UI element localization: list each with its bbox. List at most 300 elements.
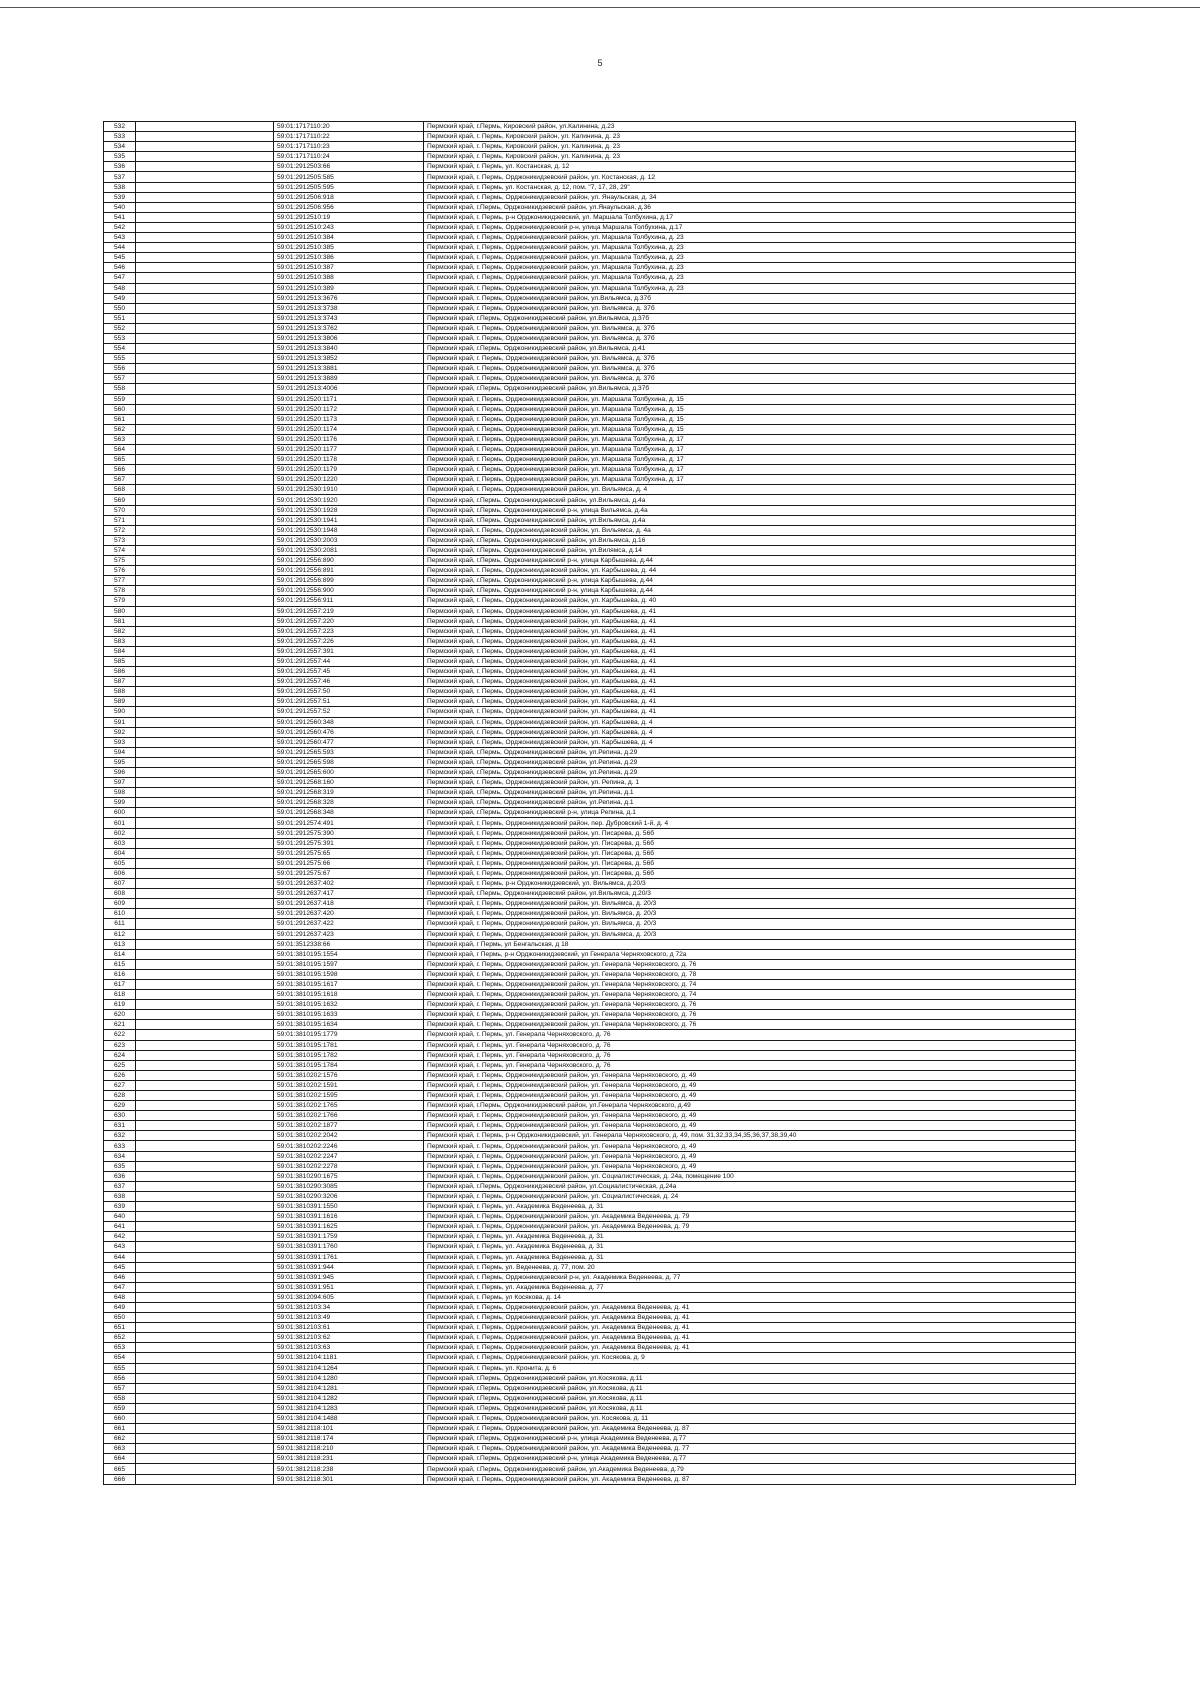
address-cell: Пермский край, г.Пермь, Орджоникидзевский район, ул.Косякова, д.11 <box>424 1383 1076 1393</box>
row-number-cell: 536 <box>104 162 136 172</box>
address-cell: Пермский край, г. Пермь, ул. Кронита, д. 6 <box>424 1363 1076 1373</box>
empty-cell <box>136 929 274 939</box>
address-cell: Пермский край, г. Пермь, Орджоникидзевский район, ул. Генерала Черняховского, д. 49 <box>424 1091 1076 1101</box>
address-cell: Пермский край, г. Пермь, Орджоникидзевский район, ул. Маршала Толбухина, д. 17 <box>424 475 1076 485</box>
empty-cell <box>136 465 274 475</box>
table-row <box>104 1101 1076 1111</box>
row-number-cell: 592 <box>104 727 136 737</box>
table-row <box>104 687 1076 697</box>
empty-cell <box>136 566 274 576</box>
row-number-cell: 588 <box>104 687 136 697</box>
address-cell: Пермский край, г. Пермь, Орджоникидзевский район, ул. Вильямса, д. 20/3 <box>424 909 1076 919</box>
row-number-cell: 650 <box>104 1313 136 1323</box>
cadastral-number-cell: 59:01:3810202:1595 <box>274 1091 424 1101</box>
table-row <box>104 404 1076 414</box>
address-cell: Пермский край, г. Пермь, ул. Академика Веденеева, д. 31 <box>424 1202 1076 1212</box>
empty-cell <box>136 1191 274 1201</box>
empty-cell <box>136 879 274 889</box>
row-number-cell: 593 <box>104 737 136 747</box>
table-row <box>104 1131 1076 1141</box>
cadastral-number-cell: 59:01:2912510:19 <box>274 212 424 222</box>
row-number-cell: 585 <box>104 656 136 666</box>
row-number-cell: 602 <box>104 828 136 838</box>
table-row <box>104 222 1076 232</box>
empty-cell <box>136 374 274 384</box>
table-row <box>104 354 1076 364</box>
table-row <box>104 1252 1076 1262</box>
empty-cell <box>136 1040 274 1050</box>
table-row <box>104 778 1076 788</box>
address-cell: Пермский край, г. Пермь, Орджоникидзевский район, ул. Репина, д. 1 <box>424 778 1076 788</box>
scan-top-border-line <box>0 7 1200 8</box>
row-number-cell: 600 <box>104 808 136 818</box>
empty-cell <box>136 656 274 666</box>
table-row <box>104 868 1076 878</box>
cadastral-number-cell: 59:01:2912510:386 <box>274 253 424 263</box>
table-row <box>104 1464 1076 1474</box>
address-cell: Пермский край, г. Пермь, Орджоникидзевский район, ул. Академика Веденеева, д. 87 <box>424 1424 1076 1434</box>
table-row <box>104 667 1076 677</box>
cadastral-number-cell: 59:01:2912560:476 <box>274 727 424 737</box>
empty-cell <box>136 919 274 929</box>
row-number-cell: 615 <box>104 959 136 969</box>
cadastral-number-cell: 59:01:3810202:1576 <box>274 1070 424 1080</box>
address-cell: Пермский край, г. Пермь, Орджоникидзевский район, ул. Генерала Черняховского, д. 49 <box>424 1141 1076 1151</box>
row-number-cell: 565 <box>104 455 136 465</box>
address-cell: Пермский край, г. Пермь, ул. Генерала Черняховского, д. 76 <box>424 1060 1076 1070</box>
address-cell: Пермский край, г. Пермь, Орджоникидзевский район, ул. Карбышева, д. 41 <box>424 646 1076 656</box>
row-number-cell: 549 <box>104 293 136 303</box>
empty-cell <box>136 1474 274 1484</box>
cadastral-number-cell: 59:01:2912556:891 <box>274 566 424 576</box>
table-row <box>104 1121 1076 1131</box>
address-cell: Пермский край, г. Пермь, Орджоникидзевский район, ул. Генерала Черняховского, д. 49 <box>424 1121 1076 1131</box>
cadastral-number-cell: 59:01:2912557:50 <box>274 687 424 697</box>
address-cell: Пермский край, г.Пермь, Орджоникидзевский р-н, улица Карбышева, д.44 <box>424 556 1076 566</box>
row-number-cell: 563 <box>104 434 136 444</box>
address-cell: Пермский край, г.Пермь, Орджоникидзевский район, ул.Янаульская, д.36 <box>424 202 1076 212</box>
empty-cell <box>136 1080 274 1090</box>
row-number-cell: 551 <box>104 313 136 323</box>
empty-cell <box>136 717 274 727</box>
table-row <box>104 626 1076 636</box>
cadastral-number-cell: 59:01:2912530:1928 <box>274 505 424 515</box>
empty-cell <box>136 1302 274 1312</box>
address-cell: Пермский край, г. Пермь, Орджоникидзевский район, ул. Писарева, д. 56б <box>424 848 1076 858</box>
cadastral-number-cell: 59:01:3812118:101 <box>274 1424 424 1434</box>
empty-cell <box>136 515 274 525</box>
address-cell: Пермский край, г.Пермь, Орджоникидзевский район, ул.Репина, д.1 <box>424 788 1076 798</box>
empty-cell <box>136 1292 274 1302</box>
empty-cell <box>136 182 274 192</box>
cadastral-number-cell: 59:01:2912513:3743 <box>274 313 424 323</box>
table-row <box>104 879 1076 889</box>
address-cell: Пермский край, г. Пермь, Орджоникидзевский район, ул. Генерала Черняховского, д. 78 <box>424 969 1076 979</box>
cadastral-number-cell: 59:01:3810195:1554 <box>274 949 424 959</box>
empty-cell <box>136 1454 274 1464</box>
row-number-cell: 589 <box>104 697 136 707</box>
row-number-cell: 544 <box>104 243 136 253</box>
address-cell: Пермский край, г. Пермь, Орджоникидзевский район, ул. Вильямса, д. 37б <box>424 303 1076 313</box>
address-cell: Пермский край, г. Пермь, Орджоникидзевский район, ул. Академика Веденеева, д. 41 <box>424 1343 1076 1353</box>
address-cell: Пермский край, г. Пермь, Орджоникидзевский район, ул. Генерала Черняховского, д. 76 <box>424 959 1076 969</box>
address-cell: Пермский край, г. Пермь, Орджоникидзевский район, ул. Академика Веденеева, д. 77 <box>424 1444 1076 1454</box>
row-number-cell: 621 <box>104 1020 136 1030</box>
row-number-cell: 636 <box>104 1171 136 1181</box>
cadastral-number-cell: 59:01:3812104:1181 <box>274 1353 424 1363</box>
empty-cell <box>136 122 274 132</box>
cadastral-number-cell: 59:01:2912530:2081 <box>274 545 424 555</box>
cadastral-number-cell: 59:01:2912513:3840 <box>274 344 424 354</box>
row-number-cell: 595 <box>104 757 136 767</box>
table-row <box>104 717 1076 727</box>
cadastral-number-cell: 59:01:1717110:24 <box>274 152 424 162</box>
empty-cell <box>136 152 274 162</box>
empty-cell <box>136 1030 274 1040</box>
table-row <box>104 828 1076 838</box>
address-cell: Пермский край, г. Пермь, Орджоникидзевский район, ул. Маршала Толбухина, д. 15 <box>424 394 1076 404</box>
address-cell: Пермский край, г. Пермь, Орджоникидзевский район, пер. Дубровский 1-й, д. 4 <box>424 818 1076 828</box>
address-cell: Пермский край, г. Пермь, ул. Генерала Черняховского, д. 76 <box>424 1040 1076 1050</box>
table-row <box>104 1141 1076 1151</box>
address-cell: Пермский край, г. Пермь, ул. Костанская, д. 12, пом. "7, 17, 28, 29" <box>424 182 1076 192</box>
address-cell: Пермский край, г.Пермь, Орджоникидзевский район, ул.Вильямса, д.37б <box>424 384 1076 394</box>
row-number-cell: 566 <box>104 465 136 475</box>
cadastral-number-cell: 59:01:3812104:1280 <box>274 1373 424 1383</box>
empty-cell <box>136 495 274 505</box>
row-number-cell: 596 <box>104 768 136 778</box>
row-number-cell: 652 <box>104 1333 136 1343</box>
cadastral-number-cell: 59:01:3810391:1760 <box>274 1242 424 1252</box>
empty-cell <box>136 313 274 323</box>
row-number-cell: 543 <box>104 233 136 243</box>
table-row <box>104 233 1076 243</box>
row-number-cell: 608 <box>104 889 136 899</box>
address-cell: Пермский край, г. Пермь, Орджоникидзевский район, ул. Маршала Толбухина, д. 15 <box>424 424 1076 434</box>
cadastral-number-cell: 59:01:2912520:1174 <box>274 424 424 434</box>
address-cell: Пермский край, г.Пермь, Орджоникидзевский район, ул.Репина, д.29 <box>424 747 1076 757</box>
cadastral-number-cell: 59:01:2912560:477 <box>274 737 424 747</box>
empty-cell <box>136 1212 274 1222</box>
cadastral-number-cell: 59:01:3810195:1782 <box>274 1050 424 1060</box>
address-cell: Пермский край, г. Пермь, Орджоникидзевский район, ул. Генерала Черняховского, д. 76 <box>424 1000 1076 1010</box>
address-cell: Пермский край, г.Пермь, Орджоникидзевский район, ул.Вилямса, д.14 <box>424 545 1076 555</box>
address-cell: Пермский край, г. Пермь, Орджоникидзевский район, ул. Маршала Толбухина, д. 17 <box>424 465 1076 475</box>
table-row <box>104 313 1076 323</box>
empty-cell <box>136 556 274 566</box>
empty-cell <box>136 1000 274 1010</box>
empty-cell <box>136 424 274 434</box>
empty-cell <box>136 1464 274 1474</box>
table-row <box>104 1242 1076 1252</box>
address-cell: Пермский край, г. Пермь, Орджоникидзевский район, ул. Академика Веденеева, д. 41 <box>424 1302 1076 1312</box>
address-cell: Пермский край, г. Пермь, Орджоникидзевский район, ул. Вильямса, д. 20/3 <box>424 919 1076 929</box>
row-number-cell: 561 <box>104 414 136 424</box>
empty-cell <box>136 596 274 606</box>
empty-cell <box>136 394 274 404</box>
empty-cell <box>136 192 274 202</box>
table-row <box>104 182 1076 192</box>
table-row <box>104 394 1076 404</box>
row-number-cell: 552 <box>104 323 136 333</box>
row-number-cell: 603 <box>104 838 136 848</box>
cadastral-number-cell: 59:01:2912513:3676 <box>274 293 424 303</box>
cadastral-number-cell: 59:01:2912510:385 <box>274 243 424 253</box>
row-number-cell: 649 <box>104 1302 136 1312</box>
table-row <box>104 1383 1076 1393</box>
table-row <box>104 697 1076 707</box>
cadastral-number-cell: 59:01:2912565:598 <box>274 757 424 767</box>
address-cell: Пермский край, г. Пермь, ул. Веденеева, д. 77, пом. 20 <box>424 1262 1076 1272</box>
cadastral-number-cell: 59:01:2912556:911 <box>274 596 424 606</box>
address-cell: Пермский край, г. Пермь, Орджоникидзевский район, ул. Маршала Толбухина, д. 23 <box>424 263 1076 273</box>
cadastral-number-cell: 59:01:2912513:3889 <box>274 374 424 384</box>
cadastral-number-cell: 59:01:2912557:219 <box>274 606 424 616</box>
cadastral-number-cell: 59:01:3810195:1634 <box>274 1020 424 1030</box>
address-cell: Пермский край, г. Пермь, Орджоникидзевский район, ул. Маршала Толбухина, д. 23 <box>424 273 1076 283</box>
empty-cell <box>136 132 274 142</box>
row-number-cell: 580 <box>104 606 136 616</box>
cadastral-number-cell: 59:01:2912637:417 <box>274 889 424 899</box>
empty-cell <box>136 1252 274 1262</box>
row-number-cell: 629 <box>104 1101 136 1111</box>
address-cell: Пермский край, г. Пермь, Орджоникидзевский район, ул. Янаульская, д. 34 <box>424 192 1076 202</box>
table-row <box>104 545 1076 555</box>
table-row <box>104 485 1076 495</box>
address-cell: Пермский край, г. Пермь, Орджоникидзевский район, ул. Карбышева, д. 41 <box>424 687 1076 697</box>
row-number-cell: 661 <box>104 1424 136 1434</box>
table-row <box>104 1222 1076 1232</box>
row-number-cell: 550 <box>104 303 136 313</box>
empty-cell <box>136 788 274 798</box>
row-number-cell: 637 <box>104 1181 136 1191</box>
table-row <box>104 1091 1076 1101</box>
table-row <box>104 1080 1076 1090</box>
empty-cell <box>136 798 274 808</box>
empty-cell <box>136 404 274 414</box>
cadastral-number-cell: 59:01:1717110:20 <box>274 122 424 132</box>
row-number-cell: 545 <box>104 253 136 263</box>
address-cell: Пермский край, г. Пермь, ул. Академика Веденеева, д. 31 <box>424 1242 1076 1252</box>
row-number-cell: 542 <box>104 222 136 232</box>
table-row <box>104 1313 1076 1323</box>
row-number-cell: 635 <box>104 1161 136 1171</box>
table-row <box>104 576 1076 586</box>
address-cell: Пермский край, г. Пермь, Орджоникидзевский район, ул. Генерала Черняховского, д. 76 <box>424 1020 1076 1030</box>
empty-cell <box>136 1060 274 1070</box>
address-cell: Пермский край, г. Пермь, Орджоникидзевский район, ул. Генерала Черняховского, д. 74 <box>424 990 1076 1000</box>
row-number-cell: 619 <box>104 1000 136 1010</box>
address-cell: Пермский край, г.Пермь, Орджоникидзевский район, ул.Вильямса, д.4а <box>424 495 1076 505</box>
row-number-cell: 578 <box>104 586 136 596</box>
address-cell: Пермский край, г. Пермь, Орджоникидзевский район, ул. Карбышева, д. 44 <box>424 566 1076 576</box>
cadastral-number-cell: 59:01:3810195:1598 <box>274 969 424 979</box>
row-number-cell: 640 <box>104 1212 136 1222</box>
table-row <box>104 788 1076 798</box>
cadastral-number-cell: 59:01:2912520:1171 <box>274 394 424 404</box>
empty-cell <box>136 1141 274 1151</box>
cadastral-number-cell: 59:01:3812104:1282 <box>274 1393 424 1403</box>
empty-cell <box>136 778 274 788</box>
address-cell: Пермский край, г. Пермь, Орджоникидзевский район, ул. Генерала Черняховского, д. 49 <box>424 1151 1076 1161</box>
row-number-cell: 626 <box>104 1070 136 1080</box>
row-number-cell: 577 <box>104 576 136 586</box>
row-number-cell: 548 <box>104 283 136 293</box>
cadastral-number-cell: 59:01:2912637:420 <box>274 909 424 919</box>
cadastral-number-cell: 59:01:3812103:63 <box>274 1343 424 1353</box>
row-number-cell: 568 <box>104 485 136 495</box>
table-row <box>104 1171 1076 1181</box>
address-cell: Пермский край, г. Пермь, Орджоникидзевский район, ул. Вильямса, д. 37б <box>424 374 1076 384</box>
table-row <box>104 636 1076 646</box>
table-row <box>104 1474 1076 1484</box>
row-number-cell: 662 <box>104 1434 136 1444</box>
row-number-cell: 624 <box>104 1050 136 1060</box>
table-row <box>104 172 1076 182</box>
row-number-cell: 591 <box>104 717 136 727</box>
empty-cell <box>136 838 274 848</box>
row-number-cell: 665 <box>104 1464 136 1474</box>
table-row <box>104 1302 1076 1312</box>
address-cell: Пермский край, г. Пермь, Орджоникидзевский район, ул. Маршала Толбухина, д. 23 <box>424 253 1076 263</box>
table-row <box>104 586 1076 596</box>
table-row <box>104 283 1076 293</box>
cadastral-number-cell: 59:01:3812118:231 <box>274 1454 424 1464</box>
cadastral-number-cell: 59:01:3812103:34 <box>274 1302 424 1312</box>
row-number-cell: 664 <box>104 1454 136 1464</box>
empty-cell <box>136 1333 274 1343</box>
address-cell: Пермский край, г. Пермь, Орджоникидзевский район, ул. Карбышева, д. 41 <box>424 656 1076 666</box>
address-cell: Пермский край, г. Пермь, Орджоникидзевский район, ул. Маршала Толбухина, д. 15 <box>424 414 1076 424</box>
empty-cell <box>136 1242 274 1252</box>
cadastral-number-cell: 59:01:2912637:423 <box>274 929 424 939</box>
table-row <box>104 596 1076 606</box>
row-number-cell: 631 <box>104 1121 136 1131</box>
row-number-cell: 533 <box>104 132 136 142</box>
empty-cell <box>136 667 274 677</box>
table-row <box>104 1454 1076 1464</box>
table-row <box>104 1414 1076 1424</box>
table-row <box>104 1030 1076 1040</box>
empty-cell <box>136 808 274 818</box>
table-row <box>104 677 1076 687</box>
table-row <box>104 525 1076 535</box>
table-row <box>104 212 1076 222</box>
empty-cell <box>136 768 274 778</box>
table-row <box>104 455 1076 465</box>
row-number-cell: 666 <box>104 1474 136 1484</box>
empty-cell <box>136 949 274 959</box>
empty-cell <box>136 455 274 465</box>
address-cell: Пермский край, г. Пермь, Орджоникидзевский район, ул. Академика Веденеева, д. 41 <box>424 1333 1076 1343</box>
table-row <box>104 1010 1076 1020</box>
table-row <box>104 747 1076 757</box>
address-cell: Пермский край, г. Пермь, Орджоникидзевский район, ул. Маршала Толбухина, д. 17 <box>424 434 1076 444</box>
empty-cell <box>136 576 274 586</box>
cadastral-number-cell: 59:01:3812103:49 <box>274 1313 424 1323</box>
empty-cell <box>136 1101 274 1111</box>
empty-cell <box>136 525 274 535</box>
empty-cell <box>136 505 274 515</box>
empty-cell <box>136 1111 274 1121</box>
cadastral-number-cell: 59:01:2912530:1910 <box>274 485 424 495</box>
cadastral-number-cell: 59:01:2912520:1176 <box>274 434 424 444</box>
empty-cell <box>136 233 274 243</box>
table-row <box>104 727 1076 737</box>
cadastral-register-table <box>103 121 1076 1485</box>
cadastral-number-cell: 59:01:2912513:3762 <box>274 323 424 333</box>
cadastral-number-cell: 59:01:2912505:585 <box>274 172 424 182</box>
address-cell: Пермский край, г. Пермь, Орджоникидзевский район, ул. Вильямса, д. 37б <box>424 323 1076 333</box>
table-row <box>104 899 1076 909</box>
cadastral-number-cell: 59:01:3810391:1759 <box>274 1232 424 1242</box>
empty-cell <box>136 445 274 455</box>
table-row <box>104 344 1076 354</box>
table-row <box>104 1050 1076 1060</box>
table-row <box>104 1181 1076 1191</box>
address-cell: Пермский край, г.Пермь, Орджоникидзевский р-н, улица Академика Веденеева, д.77 <box>424 1434 1076 1444</box>
row-number-cell: 642 <box>104 1232 136 1242</box>
address-cell: Пермский край, г. Пермь, ул. Костанская, д. 12 <box>424 162 1076 172</box>
cadastral-number-cell: 59:01:2912513:3852 <box>274 354 424 364</box>
table-row <box>104 1282 1076 1292</box>
cadastral-number-cell: 59:01:2912560:348 <box>274 717 424 727</box>
address-cell: Пермский край, г. Пермь, Орджоникидзевский район, ул. Костанская, д. 12 <box>424 172 1076 182</box>
empty-cell <box>136 172 274 182</box>
table-row <box>104 1393 1076 1403</box>
cadastral-number-cell: 59:01:3810202:2042 <box>274 1131 424 1141</box>
table-row <box>104 889 1076 899</box>
address-cell: Пермский край, г.Пермь, Орджоникидзевский район, ул.Академика Веденеева, д.79 <box>424 1464 1076 1474</box>
address-cell: Пермский край, г.Пермь, Орджоникидзевский район, ул.Вильямса, д.37б <box>424 313 1076 323</box>
address-cell: Пермский край, г. Пермь, Кировский район, ул. Калинина, д. 23 <box>424 132 1076 142</box>
table-row <box>104 646 1076 656</box>
row-number-cell: 554 <box>104 344 136 354</box>
empty-cell <box>136 1343 274 1353</box>
cadastral-number-cell: 59:01:2912568:319 <box>274 788 424 798</box>
table-row <box>104 566 1076 576</box>
cadastral-number-cell: 59:01:3810391:945 <box>274 1272 424 1282</box>
empty-cell <box>136 1403 274 1413</box>
row-number-cell: 569 <box>104 495 136 505</box>
empty-cell <box>136 1091 274 1101</box>
empty-cell <box>136 243 274 253</box>
cadastral-number-cell: 59:01:2912574:491 <box>274 818 424 828</box>
cadastral-number-cell: 59:01:2912557:226 <box>274 636 424 646</box>
table-row <box>104 505 1076 515</box>
table-row <box>104 202 1076 212</box>
address-cell: Пермский край, г. Пермь, Орджоникидзевский р-н, ул. Академика Веденеева, д. 77 <box>424 1272 1076 1282</box>
cadastral-number-cell: 59:01:2912637:402 <box>274 879 424 889</box>
cadastral-number-cell: 59:01:3810391:951 <box>274 1282 424 1292</box>
table-row <box>104 465 1076 475</box>
cadastral-number-cell: 59:01:2912520:1178 <box>274 455 424 465</box>
row-number-cell: 639 <box>104 1202 136 1212</box>
row-number-cell: 562 <box>104 424 136 434</box>
empty-cell <box>136 283 274 293</box>
cadastral-number-cell: 59:01:3512338:66 <box>274 939 424 949</box>
table-row <box>104 132 1076 142</box>
table-row <box>104 1323 1076 1333</box>
cadastral-number-cell: 59:01:2912530:1920 <box>274 495 424 505</box>
empty-cell <box>136 687 274 697</box>
table-row <box>104 909 1076 919</box>
address-cell: Пермский край, г. Пермь, р-н Орджоникидзевский, ул. Генерала Черняховского, д. 49, пом. 31,32,33,34,35,36,37,38,39,40 <box>424 1131 1076 1141</box>
cadastral-number-cell: 59:01:3810290:3206 <box>274 1191 424 1201</box>
cadastral-number-cell: 59:01:2912513:4006 <box>274 384 424 394</box>
row-number-cell: 641 <box>104 1222 136 1232</box>
cadastral-number-cell: 59:01:2912568:160 <box>274 778 424 788</box>
